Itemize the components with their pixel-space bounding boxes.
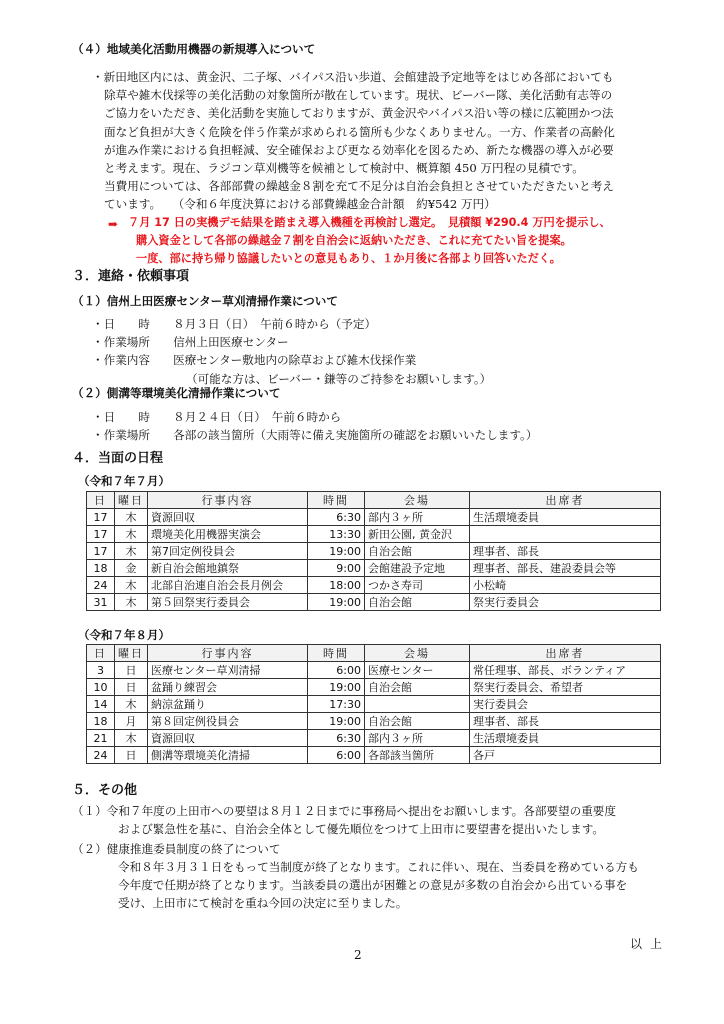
august-caption: （令和７年８月） — [78, 628, 170, 642]
detail-line: ・日 時 ８月３日（日） 午前６時から（予定） — [92, 317, 377, 331]
closing-mark: 以上 — [630, 937, 671, 951]
cell-attendees: 生活環境委員 — [470, 730, 661, 747]
cell-attendees: 理事者、部長、建設委員会等 — [470, 560, 661, 577]
cell-time: 6:30 — [308, 730, 365, 747]
cell-weekday: 木 — [115, 509, 148, 526]
cell-event: 資源回収 — [148, 509, 308, 526]
cell-weekday: 日 — [115, 679, 148, 696]
cell-time: 6:00 — [308, 662, 365, 679]
cell-venue: 部内３ヶ所 — [365, 730, 470, 747]
s4-decision — [128, 214, 611, 269]
sec5-item1-line: および緊急性を基に、自治会全体として優先順位をつけて上田市に要望書を提出いたします。 — [118, 822, 605, 837]
cell-attendees: 生活環境委員 — [470, 509, 661, 526]
col-header-day: 日 — [87, 492, 115, 509]
cell-attendees: 常任理事、部長、ボランティア — [470, 662, 661, 679]
cell-time: 18:00 — [308, 577, 365, 594]
col-header-attendees: 出席者 — [470, 492, 661, 509]
sec5-item1 — [72, 802, 616, 838]
cell-event: 第８回定例役員会 — [148, 713, 308, 730]
cell-day: 21 — [87, 730, 115, 747]
sec5-item2-heading: （２）健康推進委員制度の終了について — [72, 842, 281, 856]
detail-line: ・作業場所 各部の該当箇所（大雨等に備え実施箇所の確認をお願いいたします。） — [92, 428, 538, 443]
cell-time: 6:30 — [308, 509, 365, 526]
col-header-weekday: 曜日 — [115, 645, 148, 662]
table-row — [87, 747, 661, 764]
col-header-time: 時間 — [308, 492, 365, 509]
cell-day: 18 — [87, 713, 115, 730]
cell-time: 19:00 — [308, 594, 365, 611]
cell-attendees: 実行委員会 — [470, 696, 661, 713]
detail-line: （可能な方は、ビーバー・鎌等のご持参をお願いします。） — [186, 371, 492, 386]
cell-weekday: 木 — [115, 696, 148, 713]
sec5-item2-line: 今年度で任期が終了となります。当該委員の選出が困難との意見が多数の自治会から出ている事を — [118, 878, 628, 893]
cell-event: 納涼盆踊り — [148, 696, 308, 713]
s4-body-line: が進み作業における負担軽減、安全確保および更なる効率化を図るため、新たな機器の導入が必要 — [104, 142, 614, 157]
cell-venue: 医療センター — [365, 662, 470, 679]
sec4-title: ４．当面の日程 — [72, 451, 164, 466]
sec3-sub2-details — [92, 408, 537, 444]
cell-time: 17:30 — [308, 696, 365, 713]
sec5-item2-line: 受け、上田市にて検討を重ね今回の決定に至りました。 — [118, 896, 408, 911]
table-row — [87, 696, 661, 713]
cell-event: 北部自治連自治会長月例会 — [148, 577, 308, 594]
col-header-venue: 会場 — [365, 645, 470, 662]
s4-body-line: と考えます。現在、ラジコン草刈機等を候補として検討中、概算額 450 万円程の見積です。 — [104, 161, 584, 176]
cell-attendees: 各戸 — [470, 747, 661, 764]
cell-weekday: 木 — [115, 526, 148, 543]
cell-weekday: 日 — [115, 662, 148, 679]
s4-body-line: 当費用については、各部部費の繰越金８割を充て不足分は自治会負担とさせていただきたいと考え — [104, 179, 614, 194]
table-row — [87, 730, 661, 747]
detail-line: ・日 時 ８月２４日（日） 午前６時から — [92, 410, 342, 424]
col-header-venue: 会場 — [365, 492, 470, 509]
july-schedule-table — [86, 491, 661, 611]
cell-time: 6:00 — [308, 747, 365, 764]
arrow-right-icon: ➡ — [108, 217, 118, 231]
page-number: 2 — [354, 948, 362, 962]
col-header-weekday: 曜日 — [115, 492, 148, 509]
sec3-sub2-heading: （２）側溝等環境美化清掃作業について — [72, 386, 281, 400]
cell-event: 環境美化用機器実演会 — [148, 526, 308, 543]
cell-time: 19:00 — [308, 713, 365, 730]
cell-venue — [365, 696, 470, 713]
cell-venue: 新田公園, 黄金沢 — [365, 526, 470, 543]
cell-time: 19:00 — [308, 679, 365, 696]
cell-day: 24 — [87, 747, 115, 764]
table-header-row — [87, 645, 661, 662]
sec5-title: ５．その他 — [72, 783, 138, 798]
table-row — [87, 526, 661, 543]
cell-time: 13:30 — [308, 526, 365, 543]
col-header-event: 行事内容 — [148, 645, 308, 662]
cell-event: 資源回収 — [148, 730, 308, 747]
table-row — [87, 679, 661, 696]
sec3-sub1-heading: （１）信州上田医療センター草刈清掃作業について — [72, 294, 338, 308]
cell-weekday: 木 — [115, 577, 148, 594]
cell-day: 17 — [87, 526, 115, 543]
detail-line: ・作業内容 医療センター敷地内の除草および雑木伐採作業 — [92, 353, 417, 368]
table-row — [87, 594, 661, 611]
cell-attendees: 小松崎 — [470, 577, 661, 594]
cell-day: 17 — [87, 543, 115, 560]
s4-decision-line: 一度、部に持ち帰り協議したいとの意見もあり、１か月後に各部より回答いただく。 — [136, 252, 561, 266]
cell-attendees: 理事者、部長 — [470, 713, 661, 730]
cell-weekday: 木 — [115, 594, 148, 611]
cell-day: 31 — [87, 594, 115, 611]
cell-event: 盆踊り練習会 — [148, 679, 308, 696]
cell-venue: 会館建設予定地 — [365, 560, 470, 577]
cell-event: 新自治会館地鎮祭 — [148, 560, 308, 577]
cell-day: 10 — [87, 679, 115, 696]
s4-heading: （４）地域美化活動用機器の新規導入について — [72, 42, 316, 56]
cell-venue: 部内３ヶ所 — [365, 509, 470, 526]
july-caption: （令和７年７月） — [78, 474, 170, 488]
table-row — [87, 713, 661, 730]
detail-line: ・作業場所 信州上田医療センター — [92, 335, 289, 350]
s4-body — [92, 68, 615, 214]
cell-venue: 自治会館 — [365, 713, 470, 730]
table-header-row — [87, 492, 661, 509]
cell-day: 17 — [87, 509, 115, 526]
sec5-item2-line: 令和８年３月３１日をもって当制度が終了となります。これに伴い、現在、当委員を務めている方も — [118, 860, 639, 874]
cell-attendees — [470, 526, 661, 543]
cell-event: 第５回祭実行委員会 — [148, 594, 308, 611]
july-rows — [87, 509, 661, 611]
col-header-attendees: 出席者 — [470, 645, 661, 662]
cell-event: 医療センター草刈清掃 — [148, 662, 308, 679]
sec5-item2 — [118, 858, 639, 913]
cell-weekday: 木 — [115, 543, 148, 560]
s4-decision-line: ７月 17 日の実機デモ結果を踏まえ導入機種を再検討し選定。 見積額 ¥290.4 万円を提示し、 — [128, 216, 611, 229]
cell-venue: 自治会館 — [365, 679, 470, 696]
cell-weekday: 木 — [115, 730, 148, 747]
s4-body-line: 除草や雑木伐採等の美化活動の対象箇所が散在しています。現状、ビーバー隊、美化活動有志等の — [104, 88, 613, 103]
s4-body-line: ています。 （令和６年度決算における部費繰越金合計額 約¥542 万円） — [104, 197, 496, 212]
sec5-item1-line: （１）令和７年度の上田市への要望は８月１２日までに事務局へ提出をお願いします。各部要望の重要度 — [72, 804, 616, 818]
cell-day: 24 — [87, 577, 115, 594]
cell-day: 14 — [87, 696, 115, 713]
table-row — [87, 662, 661, 679]
cell-attendees: 祭実行委員会、希望者 — [470, 679, 661, 696]
cell-weekday: 月 — [115, 713, 148, 730]
table-row — [87, 577, 661, 594]
col-header-day: 日 — [87, 645, 115, 662]
cell-weekday: 金 — [115, 560, 148, 577]
cell-venue: 自治会館 — [365, 594, 470, 611]
cell-event: 側溝等環境美化清掃 — [148, 747, 308, 764]
table-row — [87, 543, 661, 560]
august-rows — [87, 662, 661, 764]
sec3-sub1-details — [92, 315, 491, 388]
cell-weekday: 日 — [115, 747, 148, 764]
s4-body-line: ご協力をいただき、美化活動を実施しておりますが、黄金沢やバイパス沿い等の様に広範囲かつ法 — [104, 106, 614, 121]
s4-body-line: 面など負担が大きく危険を伴う作業が求められる箇所も少なくありません。一方、作業者の高齢化 — [104, 124, 615, 139]
cell-event: 第7回定例役員会 — [148, 543, 308, 560]
cell-venue: つかさ寿司 — [365, 577, 470, 594]
s4-decision-line: 購入資金として各部の繰越金７割を自治会に返納いただき、これに充てたい旨を提案。 — [136, 234, 572, 248]
cell-day: 18 — [87, 560, 115, 577]
sec3-title: ３．連絡・依頼事項 — [72, 269, 190, 284]
cell-day: 3 — [87, 662, 115, 679]
table-row — [87, 560, 661, 577]
cell-time: 9:00 — [308, 560, 365, 577]
col-header-event: 行事内容 — [148, 492, 308, 509]
cell-attendees: 祭実行委員会 — [470, 594, 661, 611]
cell-attendees: 理事者、部長 — [470, 543, 661, 560]
cell-venue: 各部該当箇所 — [365, 747, 470, 764]
table-row — [87, 509, 661, 526]
august-schedule-table — [86, 644, 661, 764]
s4-body-line: ・新田地区内には、黄金沢、二子塚、バイパス沿い歩道、会館建設予定地等をはじめ各部においても — [92, 70, 614, 84]
cell-venue: 自治会館 — [365, 543, 470, 560]
col-header-time: 時間 — [308, 645, 365, 662]
cell-time: 19:00 — [308, 543, 365, 560]
